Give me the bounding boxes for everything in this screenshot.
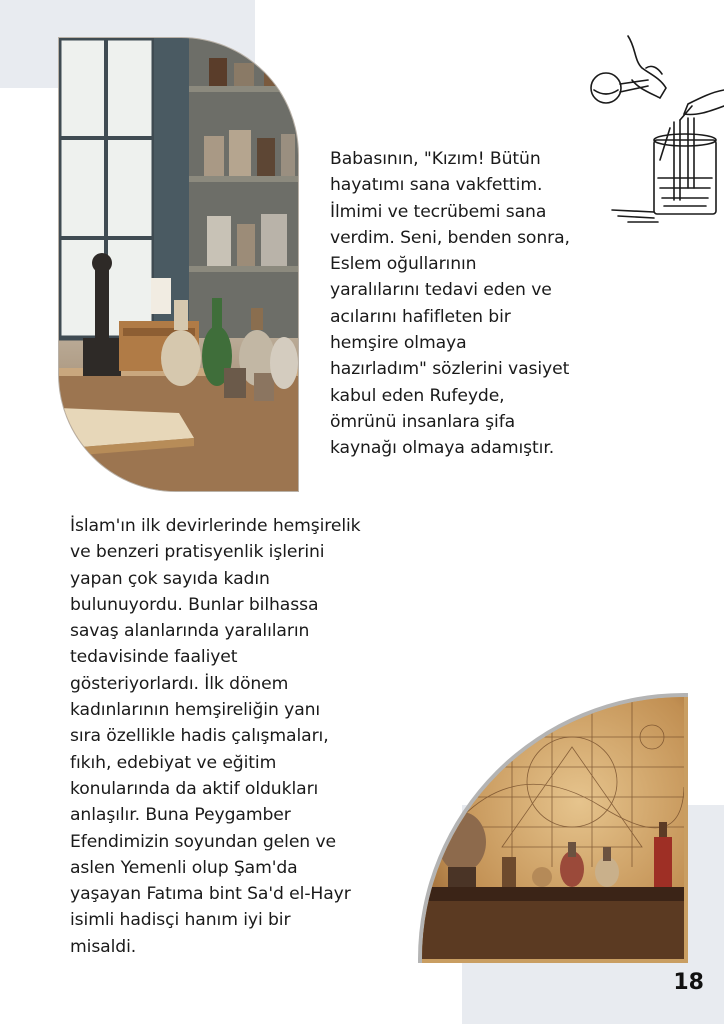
body-line: anlaşılır. Buna Peygamber — [70, 805, 291, 826]
body-line: İslam'ın ilk devirlerinde hemşirelik — [70, 516, 361, 536]
apothecary-photo — [58, 37, 299, 492]
quote-line: Eslem oğullarının — [330, 254, 477, 275]
body-line: savaş alanlarında yaralıların — [70, 621, 310, 642]
quote-paragraph — [330, 146, 602, 462]
page-number: 18 — [673, 970, 704, 995]
quote-line: hazırladım" sözlerini vasiyet — [330, 359, 570, 380]
body-line: fıkıh, edebiyat ve eğitim — [70, 752, 277, 773]
quote-line: acılarını hafifleten bir — [330, 306, 511, 327]
body-line: konularında da aktif oldukları — [70, 778, 319, 799]
quote-line: kaynağı olmaya adamıştır. — [330, 438, 555, 459]
body-line: sıra özellikle hadis çalışmaları, — [70, 726, 329, 747]
parchment-illustration — [418, 693, 688, 963]
body-line: bulunuyordu. Bunlar bilhassa — [70, 594, 319, 615]
quote-line: Babasının, "Kızım! Bütün — [330, 149, 541, 169]
quote-line: yaralılarını tedavi eden ve — [330, 280, 552, 301]
chemistry-sketch — [588, 28, 724, 224]
quote-line: ömrünü insanlara şifa — [330, 411, 516, 432]
quote-line: hayatımı sana vakfettim. — [330, 175, 543, 196]
body-line: gösteriyorlardı. İlk dönem — [70, 673, 289, 694]
body-line: misaldi. — [70, 936, 137, 957]
quote-line: hemşire olmaya — [330, 333, 467, 354]
quote-line: verdim. Seni, benden sonra, — [330, 227, 570, 248]
body-paragraph — [70, 513, 405, 960]
body-line: yapan çok sayıda kadın — [70, 568, 270, 589]
body-line: aslen Yemenli olup Şam'da — [70, 857, 298, 878]
quote-line: kabul eden Rufeyde, — [330, 385, 505, 406]
body-line: ve benzeri pratisyenlik işlerini — [70, 542, 325, 563]
quote-line: İlmimi ve tecrübemi sana — [330, 201, 547, 222]
body-line: Efendimizin soyundan gelen ve — [70, 831, 336, 852]
body-line: tedavisinde faaliyet — [70, 647, 238, 668]
body-line: kadınlarının hemşireliğin yanı — [70, 700, 321, 721]
body-line: yaşayan Fatıma bint Sa'd el-Hayr — [70, 884, 351, 905]
body-line: isimli hadisçi hanım iyi bir — [70, 910, 291, 931]
